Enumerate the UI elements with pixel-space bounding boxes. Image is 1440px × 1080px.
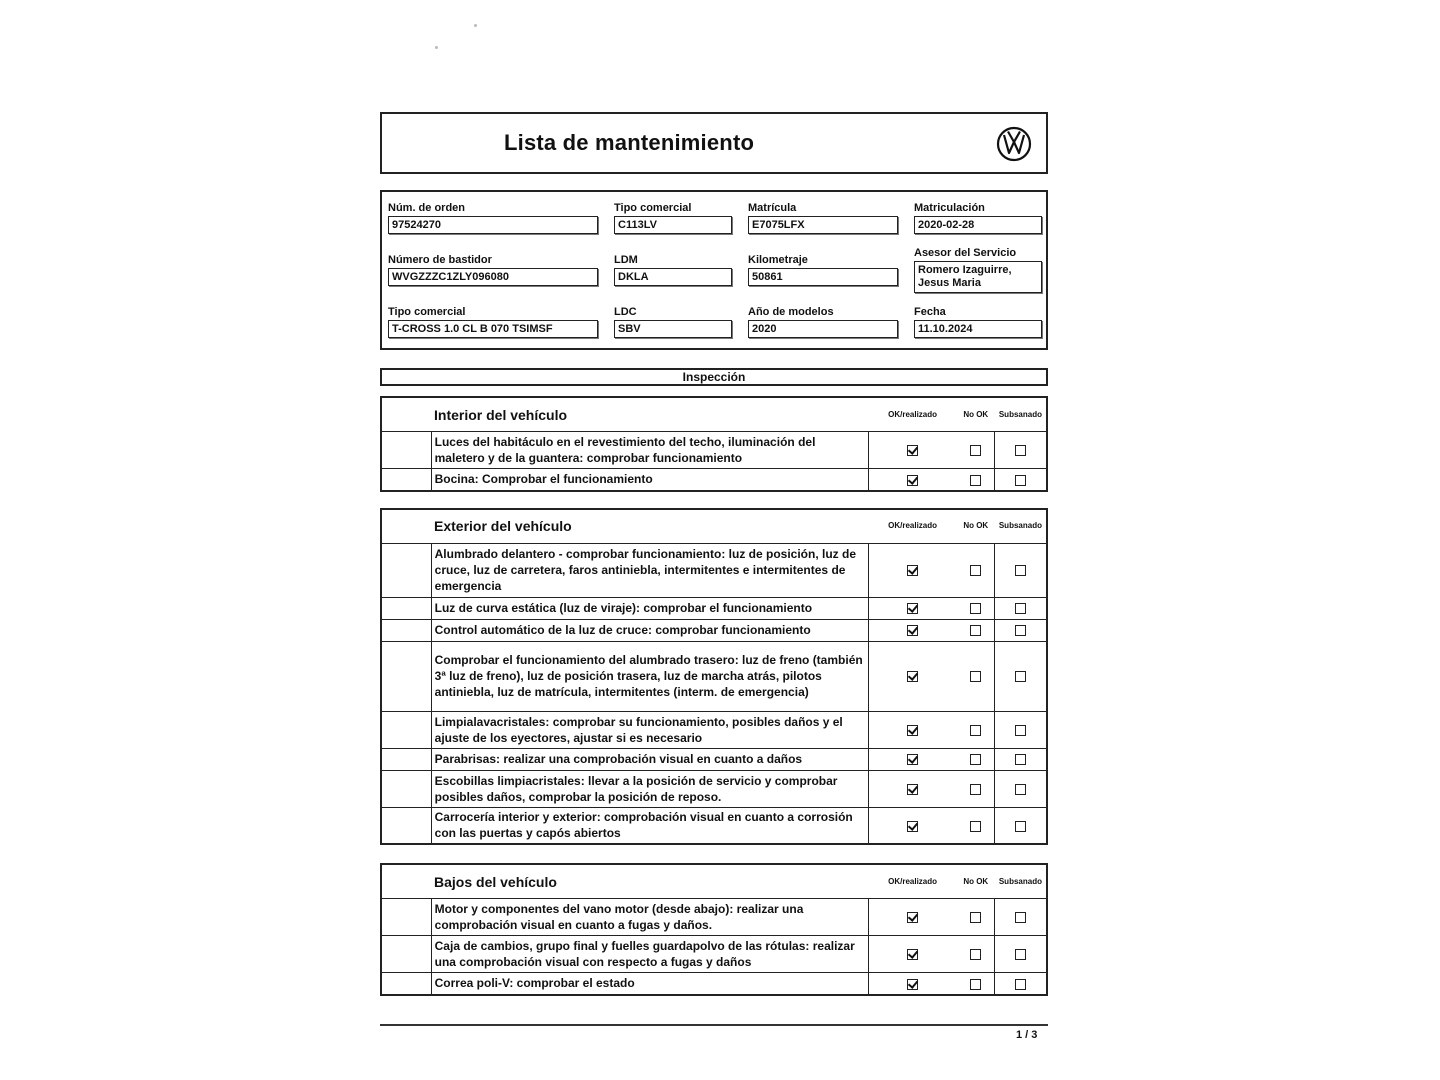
- scan-speck: [435, 46, 438, 49]
- table-row: [381, 936, 1047, 973]
- nook-column-header: No OK: [957, 864, 995, 899]
- table-header: [381, 509, 1047, 544]
- nook-checkbox-cell: [957, 543, 995, 597]
- nook-checkbox-cell: [957, 619, 995, 641]
- fixed-checkbox[interactable]: [1015, 949, 1026, 960]
- field-label: Matrícula: [748, 202, 797, 214]
- date-field: [914, 306, 1042, 338]
- fixed-checkbox[interactable]: [1015, 912, 1026, 923]
- ok-checkbox-cell: [868, 973, 956, 995]
- nook-checkbox[interactable]: [970, 912, 981, 923]
- field-label: Matriculación: [914, 202, 985, 214]
- table-title: Exterior del vehículo: [381, 509, 868, 544]
- ok-checkbox[interactable]: [907, 671, 918, 682]
- nook-checkbox[interactable]: [970, 475, 981, 486]
- check-item-text: Control automático de la luz de cruce: comprobar funcionamiento: [431, 619, 868, 641]
- row-blank-cell: [381, 597, 431, 619]
- fixed-checkbox-cell: [995, 899, 1047, 936]
- check-item-text: Luz de curva estática (luz de viraje): comprobar el funcionamiento: [431, 597, 868, 619]
- field-label: Número de bastidor: [388, 254, 492, 266]
- fixed-column-header: Subsanado: [995, 864, 1047, 899]
- fixed-checkbox[interactable]: [1015, 979, 1026, 990]
- ok-column-header: OK/realizado: [868, 864, 956, 899]
- vin-field: [388, 254, 598, 286]
- table-row: [381, 432, 1047, 469]
- model-year-field: [748, 306, 898, 338]
- fixed-checkbox-cell: [995, 543, 1047, 597]
- underbody-table: [380, 863, 1048, 996]
- table-row: [381, 711, 1047, 748]
- table-row: [381, 973, 1047, 995]
- field-label: Fecha: [914, 306, 946, 318]
- row-blank-cell: [381, 973, 431, 995]
- check-item-text: Motor y componentes del vano motor (desde abajo): realizar una comprobación visual en cuanto a fugas y daños.: [431, 899, 868, 936]
- fixed-checkbox-cell: [995, 973, 1047, 995]
- ok-checkbox-cell: [868, 899, 956, 936]
- ok-checkbox[interactable]: [907, 912, 918, 923]
- mileage-field: [748, 254, 898, 286]
- table-row: [381, 899, 1047, 936]
- page-title: Lista de mantenimiento: [504, 130, 755, 155]
- nook-checkbox[interactable]: [970, 565, 981, 576]
- check-item-text: Alumbrado delantero - comprobar funcionamiento: luz de posición, luz de cruce, luz de carretera, faros antiniebla, intermitentes e intermitentes de emergencia: [431, 543, 868, 597]
- field-label: Núm. de orden: [388, 202, 466, 214]
- order-number-field: [388, 202, 598, 234]
- table-row: [381, 597, 1047, 619]
- ok-checkbox-cell: [868, 807, 956, 844]
- registration-date-field: [914, 202, 1042, 234]
- table-row: [381, 748, 1047, 770]
- check-item-text: Escobillas limpiacristales: llevar a la posición de servicio y comprobar posibles daños, comprobar la posición de reposo.: [431, 770, 868, 807]
- ok-checkbox[interactable]: [907, 949, 918, 960]
- fixed-checkbox-cell: [995, 619, 1047, 641]
- table-title: Interior del vehículo: [381, 397, 868, 432]
- check-item-text: Comprobar el funcionamiento del alumbrado trasero: luz de freno (también 3ª luz de freno), luz de posición trasera, luz de marcha atrás, pilotos antiniebla, luz de matrícula, intermitentes (interm. de emergencia): [431, 641, 868, 711]
- row-blank-cell: [381, 543, 431, 597]
- field-value: E7075LFX: [748, 216, 898, 234]
- fixed-checkbox-cell: [995, 807, 1047, 844]
- fixed-checkbox-cell: [995, 432, 1047, 469]
- ok-checkbox-cell: [868, 597, 956, 619]
- table-title: Bajos del vehículo: [381, 864, 868, 899]
- ok-checkbox-cell: [868, 641, 956, 711]
- nook-checkbox-cell: [957, 770, 995, 807]
- table-row: [381, 543, 1047, 597]
- table-row: [381, 469, 1047, 491]
- check-item-text: Correa poli-V: comprobar el estado: [431, 973, 868, 995]
- check-item-text: Bocina: Comprobar el funcionamiento: [431, 469, 868, 491]
- nook-checkbox-cell: [957, 641, 995, 711]
- table-header: [381, 864, 1047, 899]
- nook-checkbox-cell: [957, 711, 995, 748]
- nook-checkbox-cell: [957, 469, 995, 491]
- row-blank-cell: [381, 432, 431, 469]
- fixed-checkbox[interactable]: [1015, 821, 1026, 832]
- check-item-text: Limpialavacristales: comprobar su funcionamiento, posibles daños y el ajuste de los eyectores, ajustar si es necesario: [431, 711, 868, 748]
- fixed-checkbox[interactable]: [1015, 625, 1026, 636]
- ok-checkbox[interactable]: [907, 979, 918, 990]
- nook-checkbox-cell: [957, 899, 995, 936]
- nook-checkbox[interactable]: [970, 671, 981, 682]
- row-blank-cell: [381, 619, 431, 641]
- row-blank-cell: [381, 641, 431, 711]
- ldc-field: [614, 306, 732, 338]
- ok-checkbox-cell: [868, 770, 956, 807]
- field-value: WVGZZZC1ZLY096080: [388, 268, 598, 286]
- field-value: T-CROSS 1.0 CL B 070 TSIMSF: [388, 320, 598, 338]
- field-value: Romero Izaguirre, Jesus Maria: [914, 261, 1042, 293]
- field-value: DKLA: [614, 268, 732, 286]
- nook-checkbox[interactable]: [970, 754, 981, 765]
- ok-checkbox[interactable]: [907, 821, 918, 832]
- field-label: LDM: [614, 254, 638, 266]
- fixed-checkbox-cell: [995, 597, 1047, 619]
- check-item-text: Parabrisas: realizar una comprobación visual en cuanto a daños: [431, 748, 868, 770]
- field-label: Kilometraje: [748, 254, 808, 266]
- ok-checkbox-cell: [868, 619, 956, 641]
- fixed-checkbox[interactable]: [1015, 671, 1026, 682]
- ok-checkbox[interactable]: [907, 725, 918, 736]
- ok-checkbox[interactable]: [907, 754, 918, 765]
- field-label: Tipo comercial: [388, 306, 466, 318]
- commercial-type-full-field: [388, 306, 598, 338]
- table-row: [381, 641, 1047, 711]
- ok-checkbox[interactable]: [907, 625, 918, 636]
- ok-checkbox-cell: [868, 469, 956, 491]
- ok-checkbox[interactable]: [907, 445, 918, 456]
- check-item-text: Carrocería interior y exterior: comprobación visual en cuanto a corrosión con las puertas y capós abiertos: [431, 807, 868, 844]
- nook-column-header: No OK: [957, 509, 995, 544]
- nook-checkbox-cell: [957, 807, 995, 844]
- nook-checkbox-cell: [957, 936, 995, 973]
- field-value: 11.10.2024: [914, 320, 1042, 338]
- nook-checkbox[interactable]: [970, 821, 981, 832]
- row-blank-cell: [381, 770, 431, 807]
- nook-checkbox[interactable]: [970, 949, 981, 960]
- field-label: Asesor del Servicio: [914, 247, 1017, 259]
- commercial-type-field: [614, 202, 732, 234]
- table-row: [381, 770, 1047, 807]
- row-blank-cell: [381, 748, 431, 770]
- row-blank-cell: [381, 469, 431, 491]
- row-blank-cell: [381, 936, 431, 973]
- maintenance-sheet: [380, 112, 1048, 996]
- ok-column-header: OK/realizado: [868, 397, 956, 432]
- table-row: [381, 619, 1047, 641]
- plate-field: [748, 202, 898, 234]
- fixed-checkbox-cell: [995, 936, 1047, 973]
- nook-checkbox[interactable]: [970, 603, 981, 614]
- scan-speck: [474, 24, 477, 27]
- ok-checkbox-cell: [868, 748, 956, 770]
- fixed-checkbox[interactable]: [1015, 445, 1026, 456]
- nook-checkbox-cell: [957, 432, 995, 469]
- page-number: 1 / 3: [1016, 1029, 1038, 1041]
- ok-checkbox[interactable]: [907, 603, 918, 614]
- table-row: [381, 807, 1047, 844]
- fixed-checkbox[interactable]: [1015, 784, 1026, 795]
- row-blank-cell: [381, 807, 431, 844]
- service-advisor-field: [914, 247, 1042, 293]
- vehicle-info-box: [380, 190, 1048, 350]
- check-item-text: Caja de cambios, grupo final y fuelles guardapolvo de las rótulas: realizar una comprobación visual con respecto a fugas y daños: [431, 936, 868, 973]
- nook-checkbox[interactable]: [970, 445, 981, 456]
- nook-column-header: No OK: [957, 397, 995, 432]
- field-label: LDC: [614, 306, 637, 318]
- nook-checkbox-cell: [957, 597, 995, 619]
- field-value: 50861: [748, 268, 898, 286]
- table-header: [381, 397, 1047, 432]
- fixed-checkbox[interactable]: [1015, 475, 1026, 486]
- fixed-checkbox-cell: [995, 469, 1047, 491]
- fixed-checkbox[interactable]: [1015, 725, 1026, 736]
- ldm-field: [614, 254, 732, 286]
- fixed-column-header: Subsanado: [995, 397, 1047, 432]
- ok-checkbox[interactable]: [907, 565, 918, 576]
- fixed-checkbox[interactable]: [1015, 603, 1026, 614]
- row-blank-cell: [381, 711, 431, 748]
- ok-checkbox-cell: [868, 432, 956, 469]
- field-value: 2020-02-28: [914, 216, 1042, 234]
- fixed-checkbox-cell: [995, 770, 1047, 807]
- ok-checkbox[interactable]: [907, 475, 918, 486]
- nook-checkbox-cell: [957, 973, 995, 995]
- fixed-checkbox-cell: [995, 748, 1047, 770]
- nook-checkbox[interactable]: [970, 979, 981, 990]
- field-label: Año de modelos: [748, 306, 834, 318]
- fixed-checkbox-cell: [995, 641, 1047, 711]
- field-value: SBV: [614, 320, 732, 338]
- field-value: 97524270: [388, 216, 598, 234]
- exterior-table: [380, 508, 1048, 846]
- nook-checkbox[interactable]: [970, 725, 981, 736]
- ok-checkbox-cell: [868, 543, 956, 597]
- field-label: Tipo comercial: [614, 202, 692, 214]
- vw-logo-icon: [996, 126, 1032, 162]
- title-box: [380, 112, 1048, 174]
- ok-checkbox-cell: [868, 936, 956, 973]
- fixed-checkbox-cell: [995, 711, 1047, 748]
- footer-divider: [380, 1024, 1048, 1026]
- row-blank-cell: [381, 899, 431, 936]
- fixed-checkbox[interactable]: [1015, 565, 1026, 576]
- ok-column-header: OK/realizado: [868, 509, 956, 544]
- nook-checkbox-cell: [957, 748, 995, 770]
- fixed-checkbox[interactable]: [1015, 754, 1026, 765]
- inspection-section-title: Inspección: [380, 368, 1048, 386]
- field-value: C113LV: [614, 216, 732, 234]
- field-value: 2020: [748, 320, 898, 338]
- nook-checkbox[interactable]: [970, 625, 981, 636]
- interior-table: [380, 396, 1048, 492]
- ok-checkbox[interactable]: [907, 784, 918, 795]
- check-item-text: Luces del habitáculo en el revestimiento del techo, iluminación del maletero y de la guantera: comprobar funcionamiento: [431, 432, 868, 469]
- ok-checkbox-cell: [868, 711, 956, 748]
- fixed-column-header: Subsanado: [995, 509, 1047, 544]
- nook-checkbox[interactable]: [970, 784, 981, 795]
